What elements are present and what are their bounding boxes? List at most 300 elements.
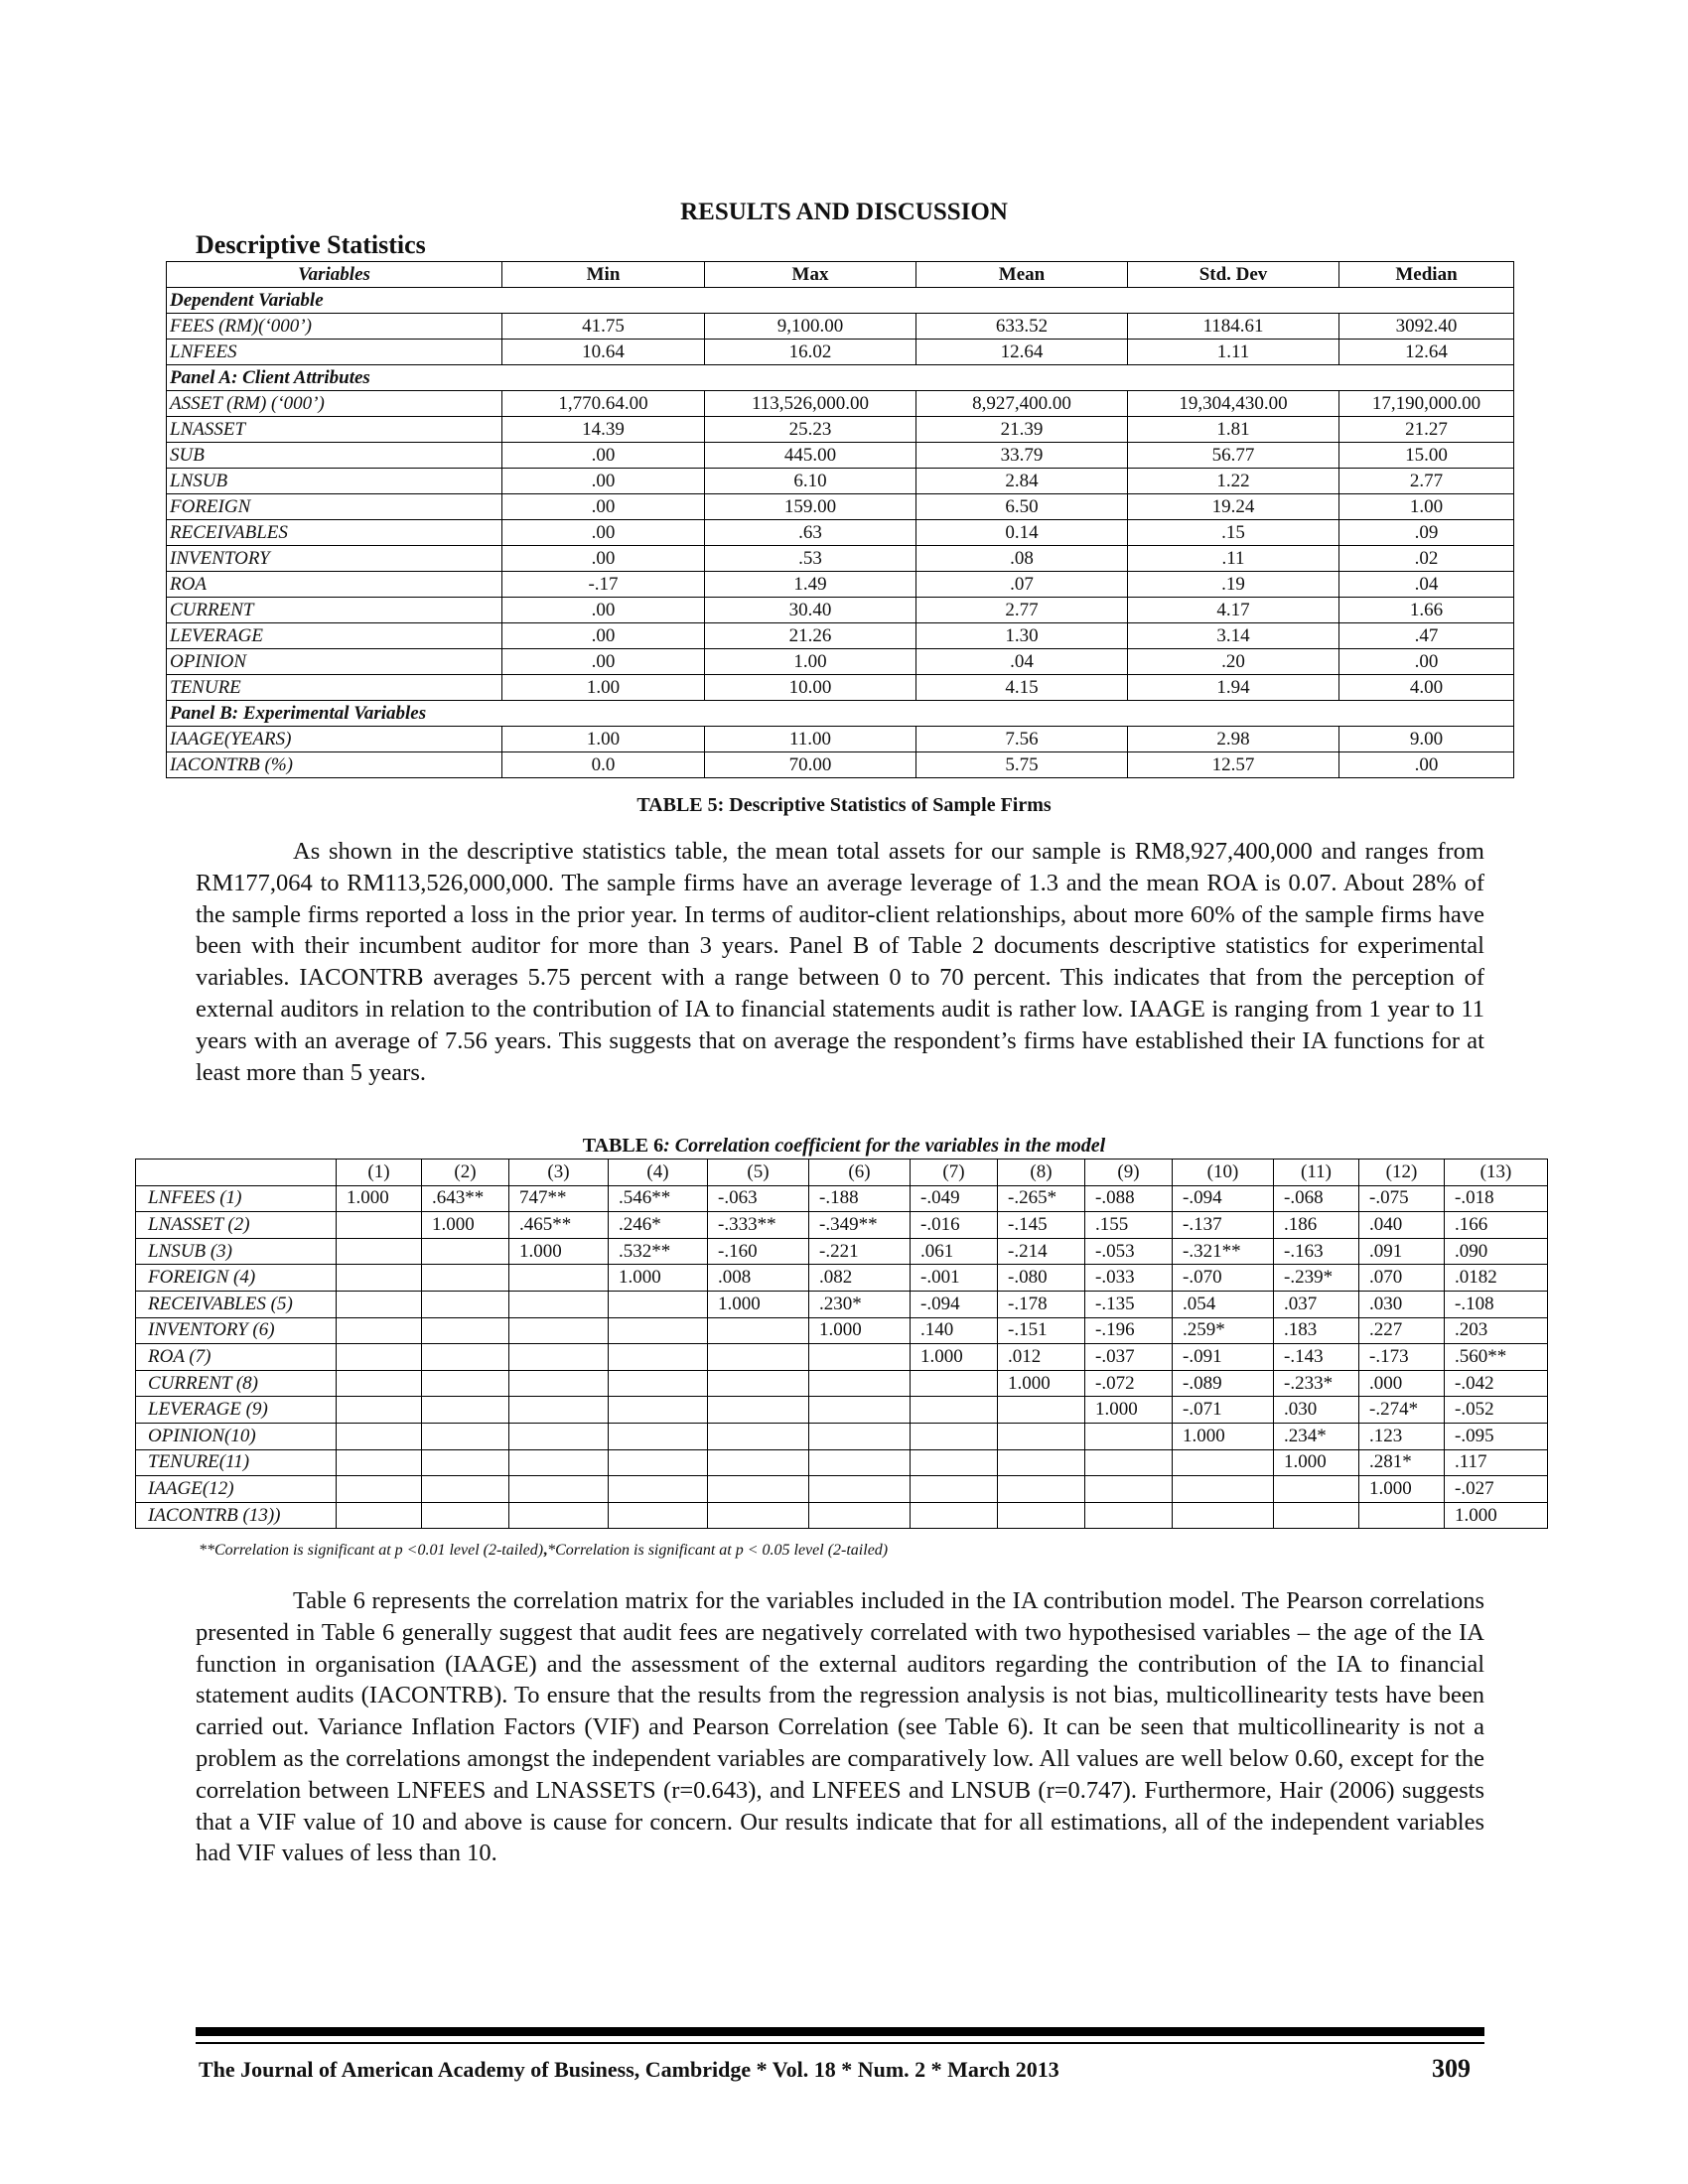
table6-variable-cell: ROA (7) [136, 1344, 337, 1371]
table5-value-cell: 2.77 [916, 598, 1128, 623]
significance-note-1pct: **Correlation is significant at p <0.01 level (2-tailed) [199, 1542, 544, 1559]
table5-row [167, 598, 1514, 623]
table6-value-cell: -.265* [998, 1185, 1085, 1212]
table6-header-cell: (4) [609, 1160, 708, 1186]
table6-variable-cell: LNFEES (1) [136, 1185, 337, 1212]
table5-value-cell: .00 [502, 520, 705, 546]
table5-value-cell: .04 [1339, 572, 1514, 598]
table6-value-cell: -.052 [1445, 1397, 1548, 1424]
paragraph-text: Table 6 represents the correlation matrix for the variables included in the IA contribution model. The Pearson correlations presented in Table 6 generally suggest that audit fees are negatively correlated with two hypothesised variables – the age of the IA function in organisation (IAAGE) and the assessment of the external auditors regarding the contribution of the IA to financial statement audits (IACONTRB). To ensure that the results from the regression analysis is not bias, multicollinearity tests have been carried out. Variance Inflation Factors (VIF) and Pearson Correlation (see Table 6). It can be seen that multicollinearity is not a problem as the correlations amongst the independent variables are comparatively low. All values are well below 0.60, except for the correlation between LNFEES and LNASSETS (r=0.643), and LNFEES and LNSUB (r=0.747). Furthermore, Hair (2006) suggests that a VIF value of 10 and above is cause for concern. Our results indicate that for all estimations, all of the independent variables had VIF values of less than 10. [196, 1587, 1484, 1867]
table6-value-cell: -.221 [809, 1238, 911, 1265]
table5-value-cell: 1.00 [502, 727, 705, 752]
table6-value-cell [337, 1265, 422, 1292]
table5-value-cell: 6.10 [705, 469, 916, 494]
footer-rule-thick [196, 2027, 1484, 2036]
table5-value-cell: 8,927,400.00 [916, 391, 1128, 417]
table5-value-cell: -.17 [502, 572, 705, 598]
table5-value-cell: 21.27 [1339, 417, 1514, 443]
table6-value-cell: .030 [1274, 1397, 1359, 1424]
table6-row [136, 1265, 1548, 1292]
section-title: RESULTS AND DISCUSSION [680, 199, 1008, 225]
table6-value-cell: -.214 [998, 1238, 1085, 1265]
table5-row [167, 675, 1514, 701]
table6-value-cell [422, 1449, 509, 1476]
table6-value-cell: -.173 [1359, 1344, 1445, 1371]
table5-value-cell: 21.39 [916, 417, 1128, 443]
table5-value-cell: 2.77 [1339, 469, 1514, 494]
table6-value-cell [809, 1502, 911, 1529]
table6-value-cell: -.163 [1274, 1238, 1359, 1265]
table5-value-cell: .02 [1339, 546, 1514, 572]
table5-value-cell: 633.52 [916, 314, 1128, 340]
table6-value-cell [422, 1291, 509, 1317]
table6-header-cell [136, 1160, 337, 1186]
table6-value-cell [509, 1502, 609, 1529]
table6-value-cell: .230* [809, 1291, 911, 1317]
table6-value-cell: 1.000 [809, 1317, 911, 1344]
table6-value-cell [1173, 1449, 1274, 1476]
table6-value-cell [609, 1370, 708, 1397]
table6-value-cell: .012 [998, 1344, 1085, 1371]
table6-value-cell: .234* [1274, 1423, 1359, 1449]
table6-value-cell: .546** [609, 1185, 708, 1212]
table5-value-cell: 4.00 [1339, 675, 1514, 701]
table6-value-cell [911, 1397, 998, 1424]
table5-value-cell: 14.39 [502, 417, 705, 443]
table6-header-cell: (9) [1085, 1160, 1173, 1186]
table6-value-cell: -.080 [998, 1265, 1085, 1292]
table6-value-cell [998, 1476, 1085, 1503]
table6-value-cell: 747** [509, 1185, 609, 1212]
table6-value-cell [1085, 1449, 1173, 1476]
table6-value-cell [422, 1265, 509, 1292]
table6-value-cell [1173, 1502, 1274, 1529]
table6-value-cell: .183 [1274, 1317, 1359, 1344]
table6-header-cell: (12) [1359, 1160, 1445, 1186]
table6-value-cell: .0182 [1445, 1265, 1548, 1292]
table6-value-cell [422, 1397, 509, 1424]
table6-value-cell: -.075 [1359, 1185, 1445, 1212]
subsection-title: Descriptive Statistics [196, 230, 426, 259]
table6-value-cell: .246* [609, 1212, 708, 1239]
table6-value-cell [337, 1423, 422, 1449]
table5-header-cell: Max [705, 262, 916, 288]
table6-variable-cell: CURRENT (8) [136, 1370, 337, 1397]
table6-row [136, 1397, 1548, 1424]
table5-row [167, 391, 1514, 417]
table5-value-cell: .04 [916, 649, 1128, 675]
table5-value-cell: 41.75 [502, 314, 705, 340]
table6-value-cell: 1.000 [609, 1265, 708, 1292]
table5-value-cell: 1.00 [502, 675, 705, 701]
table5-value-cell: 9,100.00 [705, 314, 916, 340]
table6-value-cell: .117 [1445, 1449, 1548, 1476]
table6-value-cell: -.049 [911, 1185, 998, 1212]
table5-value-cell: 113,526,000.00 [705, 391, 916, 417]
table5-value-cell: 12.64 [916, 340, 1128, 365]
table6-value-cell [609, 1317, 708, 1344]
table5-variable-cell: FEES (RM)(‘000’) [167, 314, 502, 340]
table6-value-cell [509, 1423, 609, 1449]
table5-value-cell: 4.17 [1128, 598, 1339, 623]
table6-caption-label: TABLE 6 [582, 1135, 664, 1157]
table5-value-cell: .20 [1128, 649, 1339, 675]
table6-value-cell [422, 1502, 509, 1529]
table5-header-row [167, 262, 1514, 288]
table5-variable-cell: INVENTORY [167, 546, 502, 572]
table6-header-cell: (5) [708, 1160, 809, 1186]
table5-value-cell: 2.84 [916, 469, 1128, 494]
table5-value-cell: .47 [1339, 623, 1514, 649]
table6-value-cell: .000 [1359, 1370, 1445, 1397]
table6-value-cell: .054 [1173, 1291, 1274, 1317]
table6-value-cell [422, 1423, 509, 1449]
table6-value-cell [337, 1291, 422, 1317]
table5-variable-cell: ROA [167, 572, 502, 598]
table6-row [136, 1291, 1548, 1317]
table6-value-cell: .532** [609, 1238, 708, 1265]
table5-header-cell: Median [1339, 262, 1514, 288]
table6-value-cell: -.068 [1274, 1185, 1359, 1212]
table5-value-cell: .00 [502, 649, 705, 675]
table6-variable-cell: LNSUB (3) [136, 1238, 337, 1265]
table5-variable-cell: LEVERAGE [167, 623, 502, 649]
table5-value-cell: 30.40 [705, 598, 916, 623]
table6-value-cell: .465** [509, 1212, 609, 1239]
table5-variable-cell: TENURE [167, 675, 502, 701]
table5-value-cell: 1,770.64.00 [502, 391, 705, 417]
table6-value-cell [809, 1370, 911, 1397]
table6-value-cell [337, 1212, 422, 1239]
table5-value-cell: .00 [502, 494, 705, 520]
table6-value-cell: 1.000 [422, 1212, 509, 1239]
table6-value-cell [422, 1370, 509, 1397]
table6-value-cell: .186 [1274, 1212, 1359, 1239]
table6-value-cell: -.160 [708, 1238, 809, 1265]
table6-value-cell: -.151 [998, 1317, 1085, 1344]
table6-value-cell [708, 1317, 809, 1344]
table5-variable-cell: IAAGE(YEARS) [167, 727, 502, 752]
table5-panel-row [167, 365, 1514, 391]
table6-row [136, 1344, 1548, 1371]
table6-value-cell [337, 1449, 422, 1476]
table5-header-cell: Std. Dev [1128, 262, 1339, 288]
table5-header-cell: Mean [916, 262, 1128, 288]
table6-variable-cell: LEVERAGE (9) [136, 1397, 337, 1424]
table6-caption-text: : Correlation coefficient for the variables in the model [663, 1135, 1106, 1157]
table6-value-cell [708, 1502, 809, 1529]
table6-value-cell [609, 1291, 708, 1317]
table6-value-cell [422, 1238, 509, 1265]
table6-row [136, 1212, 1548, 1239]
table6-value-cell: -.033 [1085, 1265, 1173, 1292]
table5-value-cell: .15 [1128, 520, 1339, 546]
correlation-table [135, 1159, 1548, 1529]
table5-value-cell: .00 [1339, 649, 1514, 675]
table5-value-cell: 17,190,000.00 [1339, 391, 1514, 417]
table5-value-cell: .00 [502, 469, 705, 494]
table6-value-cell: -.063 [708, 1185, 809, 1212]
table6-value-cell: -.178 [998, 1291, 1085, 1317]
table5-value-cell: 1.00 [705, 649, 916, 675]
table6-value-cell: -.333** [708, 1212, 809, 1239]
table6-header-cell: (3) [509, 1160, 609, 1186]
table6-value-cell: -.188 [809, 1185, 911, 1212]
table6-value-cell: 1.000 [1445, 1502, 1548, 1529]
table6-value-cell [1173, 1476, 1274, 1503]
table5-row [167, 572, 1514, 598]
table5-row [167, 417, 1514, 443]
table6-value-cell [998, 1397, 1085, 1424]
table6-value-cell [809, 1344, 911, 1371]
table6-row [136, 1502, 1548, 1529]
table5-value-cell: 33.79 [916, 443, 1128, 469]
table6-value-cell: .155 [1085, 1212, 1173, 1239]
significance-note [199, 1542, 888, 1560]
table5-value-cell: .00 [1339, 752, 1514, 778]
table6-value-cell [708, 1423, 809, 1449]
table6-variable-cell: IAAGE(12) [136, 1476, 337, 1503]
table5-value-cell: .63 [705, 520, 916, 546]
table6-value-cell [708, 1397, 809, 1424]
table6-value-cell: .140 [911, 1317, 998, 1344]
table6-value-cell [609, 1476, 708, 1503]
table5-value-cell: 1.66 [1339, 598, 1514, 623]
table5-value-cell: 1.11 [1128, 340, 1339, 365]
table6-value-cell: -.042 [1445, 1370, 1548, 1397]
table5-panel-label: Panel B: Experimental Variables [167, 701, 1514, 727]
table6-value-cell: -.018 [1445, 1185, 1548, 1212]
significance-note-5pct: *Correlation is significant at p < 0.05 level (2-tailed) [547, 1542, 889, 1559]
table6-value-cell [809, 1449, 911, 1476]
table6-value-cell [509, 1476, 609, 1503]
table6-value-cell [609, 1344, 708, 1371]
table5-value-cell: 11.00 [705, 727, 916, 752]
table6-value-cell: -.143 [1274, 1344, 1359, 1371]
table6-value-cell [422, 1344, 509, 1371]
table6-value-cell [337, 1476, 422, 1503]
table6-value-cell: 1.000 [911, 1344, 998, 1371]
table5-value-cell: .00 [502, 623, 705, 649]
table5-panel-row [167, 701, 1514, 727]
table6-value-cell [337, 1370, 422, 1397]
table6-variable-cell: INVENTORY (6) [136, 1317, 337, 1344]
table5-value-cell: .11 [1128, 546, 1339, 572]
table6-row [136, 1370, 1548, 1397]
table6-value-cell: -.016 [911, 1212, 998, 1239]
table6-value-cell: -.135 [1085, 1291, 1173, 1317]
table5-variable-cell: CURRENT [167, 598, 502, 623]
table5-value-cell: 15.00 [1339, 443, 1514, 469]
table6-header-cell: (11) [1274, 1160, 1359, 1186]
table6-value-cell: -.091 [1173, 1344, 1274, 1371]
table6-row [136, 1476, 1548, 1503]
footer-rule-thin [196, 2042, 1484, 2044]
table6-variable-cell: FOREIGN (4) [136, 1265, 337, 1292]
table5-value-cell: 19.24 [1128, 494, 1339, 520]
table6-value-cell: -.321** [1173, 1238, 1274, 1265]
table5-row [167, 546, 1514, 572]
table6-value-cell: .061 [911, 1238, 998, 1265]
table5-row [167, 494, 1514, 520]
table6-value-cell: -.053 [1085, 1238, 1173, 1265]
table6-value-cell: -.196 [1085, 1317, 1173, 1344]
table6-row [136, 1317, 1548, 1344]
table6-value-cell: -.239* [1274, 1265, 1359, 1292]
table5-variable-cell: OPINION [167, 649, 502, 675]
table6-value-cell [509, 1449, 609, 1476]
table6-value-cell: -.108 [1445, 1291, 1548, 1317]
descriptive-statistics-table [166, 261, 1514, 778]
table6-value-cell: .040 [1359, 1212, 1445, 1239]
table5-value-cell: 56.77 [1128, 443, 1339, 469]
table6-value-cell: -.072 [1085, 1370, 1173, 1397]
significance-note-separator: , [543, 1542, 548, 1559]
table6-value-cell: .082 [809, 1265, 911, 1292]
table5-row [167, 443, 1514, 469]
table5-row [167, 649, 1514, 675]
table6-value-cell [708, 1476, 809, 1503]
table5-value-cell: 1.49 [705, 572, 916, 598]
table5-value-cell: 19,304,430.00 [1128, 391, 1339, 417]
table5-value-cell: 10.64 [502, 340, 705, 365]
table6-value-cell: .070 [1359, 1265, 1445, 1292]
table5-row [167, 314, 1514, 340]
table6-row [136, 1449, 1548, 1476]
table5-value-cell: 3.14 [1128, 623, 1339, 649]
table6-value-cell [1359, 1502, 1445, 1529]
table6-value-cell [998, 1449, 1085, 1476]
table5-value-cell: 16.02 [705, 340, 916, 365]
table6-value-cell: -.089 [1173, 1370, 1274, 1397]
table5-value-cell: 0.0 [502, 752, 705, 778]
table6-value-cell [337, 1317, 422, 1344]
table5-value-cell: 159.00 [705, 494, 916, 520]
descriptive-statistics-paragraph [196, 836, 1484, 1088]
table5-value-cell: 3092.40 [1339, 314, 1514, 340]
table6-value-cell [609, 1423, 708, 1449]
table6-value-cell [809, 1476, 911, 1503]
table5-row [167, 340, 1514, 365]
table6-value-cell: 1.000 [337, 1185, 422, 1212]
table6-value-cell: -.349** [809, 1212, 911, 1239]
table6-value-cell: .281* [1359, 1449, 1445, 1476]
table6-value-cell: .090 [1445, 1238, 1548, 1265]
table6-value-cell [509, 1397, 609, 1424]
table6-row [136, 1423, 1548, 1449]
table5-value-cell: .00 [502, 546, 705, 572]
table5-value-cell: .53 [705, 546, 916, 572]
table5-variable-cell: IACONTRB (%) [167, 752, 502, 778]
table5-value-cell: 21.26 [705, 623, 916, 649]
table6-value-cell [422, 1476, 509, 1503]
table6-value-cell [509, 1317, 609, 1344]
table5-row [167, 727, 1514, 752]
table5-panel-row [167, 288, 1514, 314]
table6-value-cell [509, 1265, 609, 1292]
table6-value-cell [1085, 1423, 1173, 1449]
table5-value-cell: 1.00 [1339, 494, 1514, 520]
table6-header-cell: (1) [337, 1160, 422, 1186]
table5-value-cell: .07 [916, 572, 1128, 598]
table6-value-cell [1274, 1502, 1359, 1529]
table6-value-cell: .166 [1445, 1212, 1548, 1239]
table6-value-cell: .259* [1173, 1317, 1274, 1344]
table6-value-cell: -.037 [1085, 1344, 1173, 1371]
table6-value-cell [1085, 1502, 1173, 1529]
table6-value-cell [1085, 1476, 1173, 1503]
table6-value-cell: -.088 [1085, 1185, 1173, 1212]
table6-variable-cell: OPINION(10) [136, 1423, 337, 1449]
table6-header-cell: (2) [422, 1160, 509, 1186]
table6-value-cell [609, 1502, 708, 1529]
table5-value-cell: 12.57 [1128, 752, 1339, 778]
table5-variable-cell: RECEIVABLES [167, 520, 502, 546]
table5-value-cell: 70.00 [705, 752, 916, 778]
table6-value-cell [609, 1449, 708, 1476]
table6-value-cell: .560** [1445, 1344, 1548, 1371]
table5-row [167, 752, 1514, 778]
table6-caption [0, 1135, 1688, 1158]
table6-value-cell: 1.000 [1173, 1423, 1274, 1449]
table6-header-cell: (7) [911, 1160, 998, 1186]
table6-variable-cell: LNASSET (2) [136, 1212, 337, 1239]
table6-value-cell [337, 1344, 422, 1371]
table5-header-cell: Variables [167, 262, 502, 288]
table6-value-cell: -.094 [911, 1291, 998, 1317]
table6-value-cell: .091 [1359, 1238, 1445, 1265]
table6-value-cell: .643** [422, 1185, 509, 1212]
table5-row [167, 520, 1514, 546]
table5-value-cell: 1.30 [916, 623, 1128, 649]
table5-panel-label: Dependent Variable [167, 288, 1514, 314]
table5-value-cell: .08 [916, 546, 1128, 572]
table6-value-cell [509, 1370, 609, 1397]
table6-value-cell: .123 [1359, 1423, 1445, 1449]
table5-value-cell: 7.56 [916, 727, 1128, 752]
table5-value-cell: 2.98 [1128, 727, 1339, 752]
table6-row [136, 1238, 1548, 1265]
table5-value-cell: 4.15 [916, 675, 1128, 701]
table6-header-row [136, 1160, 1548, 1186]
table5-value-cell: 5.75 [916, 752, 1128, 778]
table6-header-cell: (6) [809, 1160, 911, 1186]
journal-footer: The Journal of American Academy of Business, Cambridge * Vol. 18 * Num. 2 * March 2013 [199, 2057, 1059, 2082]
table6-value-cell [998, 1423, 1085, 1449]
table6-variable-cell: TENURE(11) [136, 1449, 337, 1476]
table5-value-cell: 1.94 [1128, 675, 1339, 701]
table5-value-cell: 9.00 [1339, 727, 1514, 752]
table6-value-cell [337, 1238, 422, 1265]
table5-value-cell: 1.81 [1128, 417, 1339, 443]
table5-value-cell: 445.00 [705, 443, 916, 469]
table5-row [167, 469, 1514, 494]
table6-value-cell: .227 [1359, 1317, 1445, 1344]
table5-row [167, 623, 1514, 649]
table6-value-cell: 1.000 [998, 1370, 1085, 1397]
table6-value-cell: -.274* [1359, 1397, 1445, 1424]
table6-value-cell [911, 1370, 998, 1397]
table5-value-cell: 0.14 [916, 520, 1128, 546]
table5-variable-cell: LNSUB [167, 469, 502, 494]
table6-value-cell: -.001 [911, 1265, 998, 1292]
table6-value-cell: -.145 [998, 1212, 1085, 1239]
table6-value-cell [422, 1317, 509, 1344]
table6-value-cell: -.071 [1173, 1397, 1274, 1424]
table6-variable-cell: IACONTRB (13)) [136, 1502, 337, 1529]
table6-value-cell: 1.000 [1274, 1449, 1359, 1476]
table5-variable-cell: ASSET (RM) (‘000’) [167, 391, 502, 417]
